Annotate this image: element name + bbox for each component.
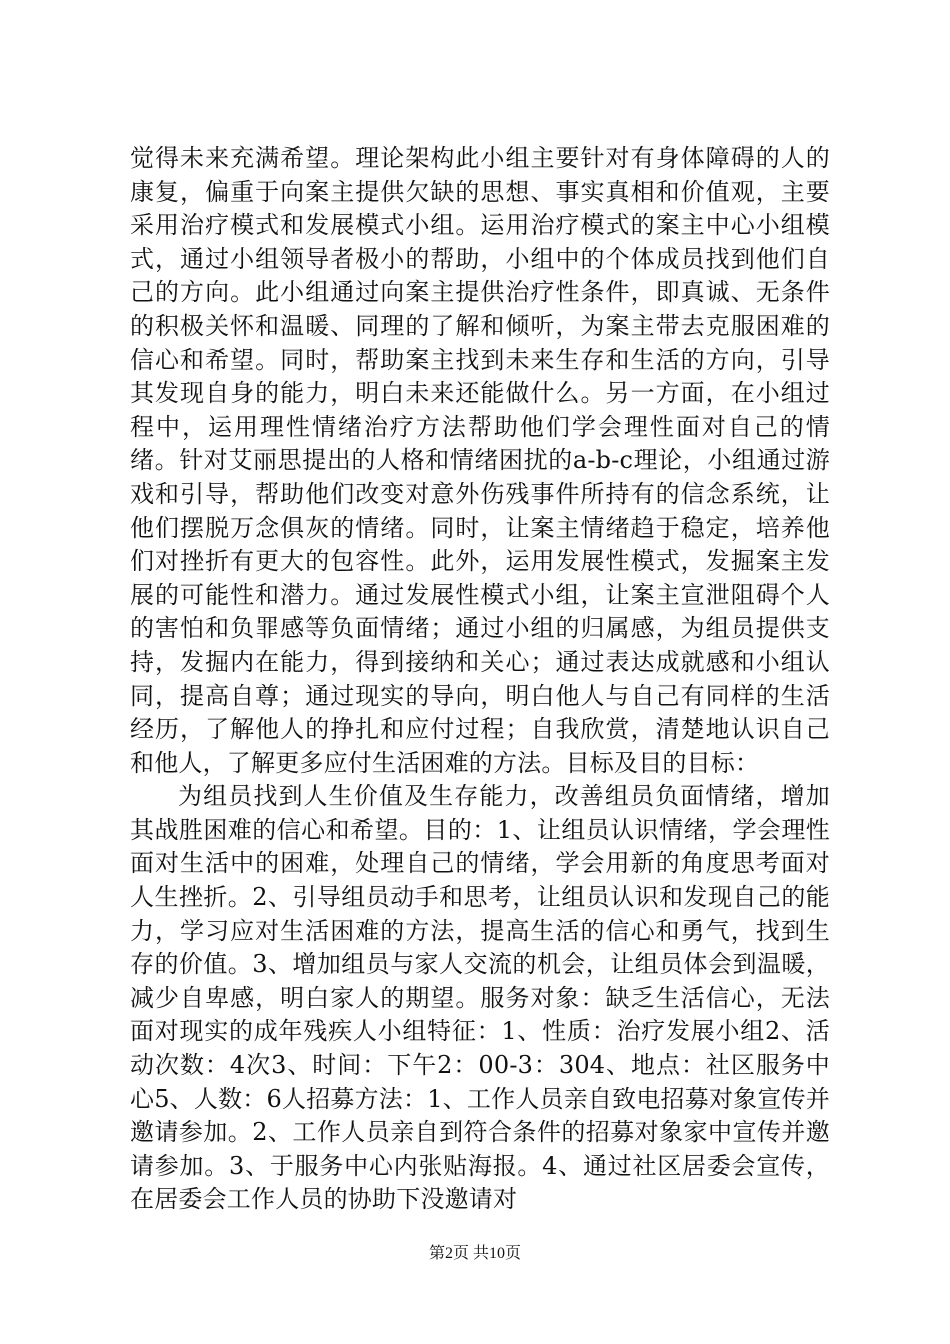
page-footer: 第2页 共10页 [428,1245,521,1262]
document-body [130,142,830,1217]
paragraph-theory-framework: 觉得未来充满希望。理论架构此小组主要针对有身体障碍的人的康复，偏重于向案主提供欠缺的思想、事实真相和价值观，主要采用治疗模式和发展模式小组。运用治疗模式的案主中心小组模式，通过小组领导者极小的帮助，小组中的个体成员找到他们自己的方向。此小组通过向案主提供治疗性条件，即真诚、无条件的积极关怀和温暖、同理的了解和倾听，为案主带去克服困难的信心和希望。同时，帮助案主找到未来生存和生活的方向，引导其发现自身的能力，明白未来还能做什么。另一方面，在小组过程中，运用理性情绪治疗方法帮助他们学会理性面对自己的情绪。针对艾丽思提出的人格和情绪困扰的a-b-c理论，小组通过游戏和引导，帮助他们改变对意外伤残事件所持有的信念系统，让他们摆脱万念俱灰的情绪。同时，让案主情绪趋于稳定，培养他们对挫折有更大的包容性。此外，运用发展性模式，发掘案主发展的可能性和潜力。通过发展性模式小组，让案主宣泄阻碍个人的害怕和负罪感等负面情绪；通过小组的归属感，为组员提供支持，发掘内在能力，得到接纳和关心；通过表达成就感和小组认同，提高自尊；通过现实的导向，明白他人与自己有同样的生活经历，了解他人的挣扎和应付过程；自我欣赏，清楚地认识自己和他人，了解更多应付生活困难的方法。目标及目的目标： [130,144,830,777]
paragraph-goals-and-recruitment: 为组员找到人生价值及生存能力，改善组员负面情绪，增加其战胜困难的信心和希望。目的：1、让组员认识情绪，学会理性面对生活中的困难，处理自己的情绪，学会用新的角度思考面对人生挫折。2、引导组员动手和思考，让组员认识和发现自己的能力，学习应对生活困难的方法，提高生活的信心和勇气，找到生存的价值。3、增加组员与家人交流的机会，让组员体会到温暖，减少自卑感，明白家人的期望。服务对象：缺乏生活信心，无法面对现实的成年残疾人小组特征：1、性质：治疗发展小组2、活动次数：4次3、时间：下午2：00-3：304、地点：社区服务中心5、人数：6人招募方法：1、工作人员亲自致电招募对象宣传并邀请参加。2、工作人员亲自到符合条件的招募对象家中宣传并邀请参加。3、于服务中心内张贴海报。4、通过社区居委会宣传，在居委会工作人员的协助下没邀请对 [130,782,830,1214]
